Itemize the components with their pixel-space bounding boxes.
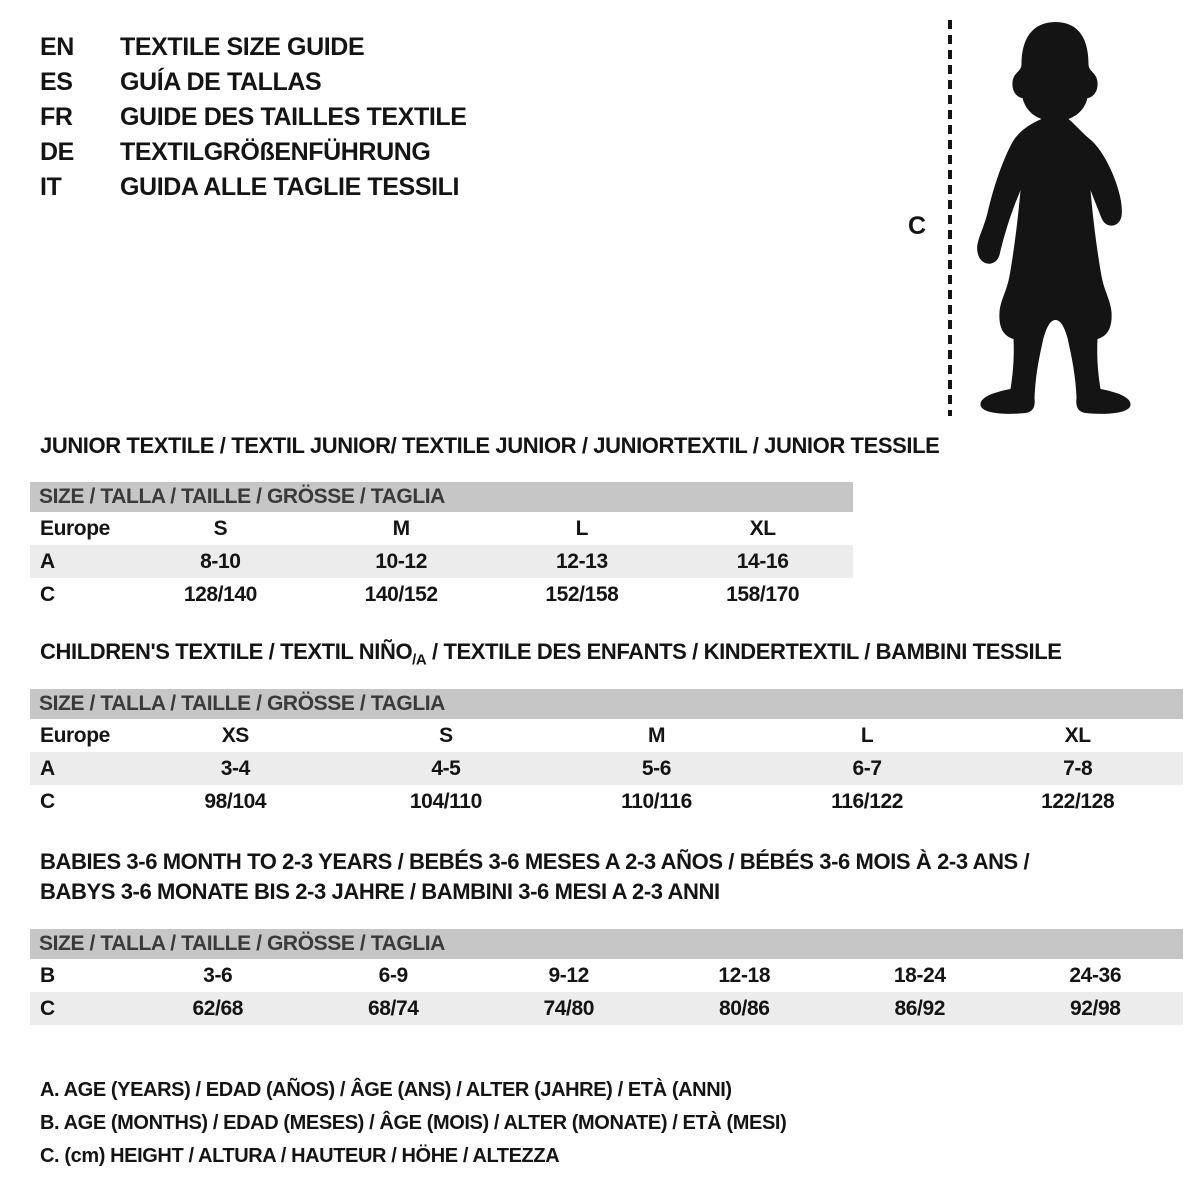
table-cell: 3-4 bbox=[220, 756, 250, 780]
table-cell: 92/98 bbox=[1069, 996, 1121, 1020]
table-cell: S bbox=[213, 516, 228, 540]
table-cell: 12-18 bbox=[718, 963, 771, 987]
children-section-title bbox=[40, 640, 1062, 672]
table-cell: 24-36 bbox=[1069, 963, 1122, 987]
table-cell: S bbox=[439, 723, 453, 747]
table-cell: M bbox=[392, 516, 410, 540]
language-row bbox=[40, 135, 467, 170]
language-code: IT bbox=[40, 173, 62, 201]
legend-line-age-years: A. AGE (YEARS) / EDAD (AÑOS) / ÂGE (ANS) / ALTER (JAHRE) / ETÀ (ANNI) bbox=[40, 1079, 732, 1101]
junior-size-table bbox=[30, 482, 853, 611]
row-label: A bbox=[40, 549, 55, 573]
table-row bbox=[30, 512, 853, 545]
table-cell: 80/86 bbox=[718, 996, 770, 1020]
table-cell: 12-13 bbox=[556, 549, 608, 573]
children-title-subscript: /A bbox=[412, 651, 427, 669]
table-cell: 68/74 bbox=[367, 996, 419, 1020]
table-cell: 110/116 bbox=[621, 789, 692, 813]
table-cell: 8-10 bbox=[200, 549, 241, 573]
table-cell: 104/110 bbox=[409, 789, 482, 813]
size-header-bar: SIZE / TALLA / TAILLE / GRÖSSE / TAGLIA bbox=[30, 929, 1183, 959]
language-title: GUIDE DES TAILLES TEXTILE bbox=[120, 103, 467, 131]
table-cell: 6-9 bbox=[378, 963, 408, 987]
row-label: Europe bbox=[40, 516, 110, 540]
toddler-silhouette-image bbox=[966, 18, 1144, 418]
size-header-bar: SIZE / TALLA / TAILLE / GRÖSSE / TAGLIA bbox=[30, 689, 1183, 719]
table-cell: 7-8 bbox=[1063, 756, 1093, 780]
table-row bbox=[30, 545, 853, 578]
table-cell: 86/92 bbox=[894, 996, 946, 1020]
table-cell: L bbox=[575, 516, 589, 540]
babies-title-line1: BABIES 3-6 MONTH TO 2-3 YEARS / BEBÉS 3-6 MESES A 2-3 AÑOS / BÉBÉS 3-6 MOIS À 2-3 ANS / bbox=[40, 849, 1030, 874]
language-code: DE bbox=[40, 138, 74, 166]
language-title: TEXTILE SIZE GUIDE bbox=[120, 33, 365, 61]
table-row bbox=[30, 992, 1183, 1025]
table-cell: 128/140 bbox=[183, 582, 257, 606]
babies-size-table bbox=[30, 929, 1183, 1025]
table-row bbox=[30, 785, 1183, 818]
table-cell: XL bbox=[749, 516, 776, 540]
language-code: FR bbox=[40, 103, 73, 131]
table-cell: 62/68 bbox=[192, 996, 244, 1020]
table-row bbox=[30, 959, 1183, 992]
row-label: B bbox=[40, 963, 55, 987]
table-cell: 152/158 bbox=[545, 582, 619, 606]
table-cell: L bbox=[860, 723, 874, 747]
table-cell: 116/122 bbox=[831, 789, 904, 813]
size-header-bar: SIZE / TALLA / TAILLE / GRÖSSE / TAGLIA bbox=[30, 482, 853, 512]
row-label: Europe bbox=[40, 723, 110, 747]
table-cell: 9-12 bbox=[548, 963, 589, 987]
legend-line-age-months: B. AGE (MONTHS) / EDAD (MESES) / ÂGE (MOIS) / ALTER (MONATE) / ETÀ (MESI) bbox=[40, 1112, 787, 1134]
table-cell: 10-12 bbox=[375, 549, 427, 573]
children-title-text: / TEXTILE DES ENFANTS / KINDERTEXTIL / BAMBINI TESSILE bbox=[426, 639, 1062, 664]
language-code: ES bbox=[40, 68, 73, 96]
table-row bbox=[30, 752, 1183, 785]
legend-line-height: C. (cm) HEIGHT / ALTURA / HAUTEUR / HÖHE / ALTEZZA bbox=[40, 1145, 560, 1167]
language-code: EN bbox=[40, 33, 74, 61]
children-title-text: CHILDREN'S TEXTILE / TEXTIL NIÑO bbox=[40, 639, 413, 664]
language-title: GUIDA ALLE TAGLIE TESSILI bbox=[120, 173, 460, 201]
height-measure-line bbox=[948, 20, 952, 416]
children-size-table bbox=[30, 689, 1183, 818]
table-cell: 6-7 bbox=[852, 756, 882, 780]
table-row bbox=[30, 719, 1183, 752]
language-row bbox=[40, 30, 467, 65]
table-cell: 3-6 bbox=[203, 963, 233, 987]
table-cell: XS bbox=[221, 723, 249, 747]
legend bbox=[40, 1074, 786, 1173]
table-cell: M bbox=[647, 723, 666, 747]
language-title-list bbox=[40, 30, 467, 205]
row-label: C bbox=[40, 996, 55, 1020]
babies-section-title bbox=[40, 847, 1029, 907]
babies-title-line2: BABYS 3-6 MONATE BIS 2-3 JAHRE / BAMBINI 3-6 MESI A 2-3 ANNI bbox=[40, 879, 720, 904]
language-row bbox=[40, 100, 467, 135]
language-title: TEXTILGRÖßENFÜHRUNG bbox=[120, 138, 431, 166]
table-cell: 74/80 bbox=[543, 996, 595, 1020]
table-cell: 140/152 bbox=[364, 582, 438, 606]
junior-section-title: JUNIOR TEXTILE / TEXTIL JUNIOR/ TEXTILE JUNIOR / JUNIORTEXTIL / JUNIOR TESSILE bbox=[40, 433, 940, 458]
table-cell: 122/128 bbox=[1041, 789, 1115, 813]
row-label: C bbox=[40, 582, 55, 606]
table-cell: 5-6 bbox=[641, 756, 672, 780]
table-row bbox=[30, 578, 853, 611]
row-label: A bbox=[40, 756, 55, 780]
table-cell: 158/170 bbox=[726, 582, 800, 606]
table-cell: 4-5 bbox=[431, 756, 461, 780]
language-row bbox=[40, 170, 467, 205]
table-cell: XL bbox=[1064, 723, 1091, 747]
table-cell: 14-16 bbox=[736, 549, 789, 573]
language-title: GUÍA DE TALLAS bbox=[120, 68, 322, 96]
language-row bbox=[40, 65, 467, 100]
height-measure-label: C bbox=[908, 212, 926, 240]
table-cell: 18-24 bbox=[893, 963, 946, 987]
row-label: C bbox=[40, 789, 55, 813]
table-cell: 98/104 bbox=[204, 789, 267, 813]
